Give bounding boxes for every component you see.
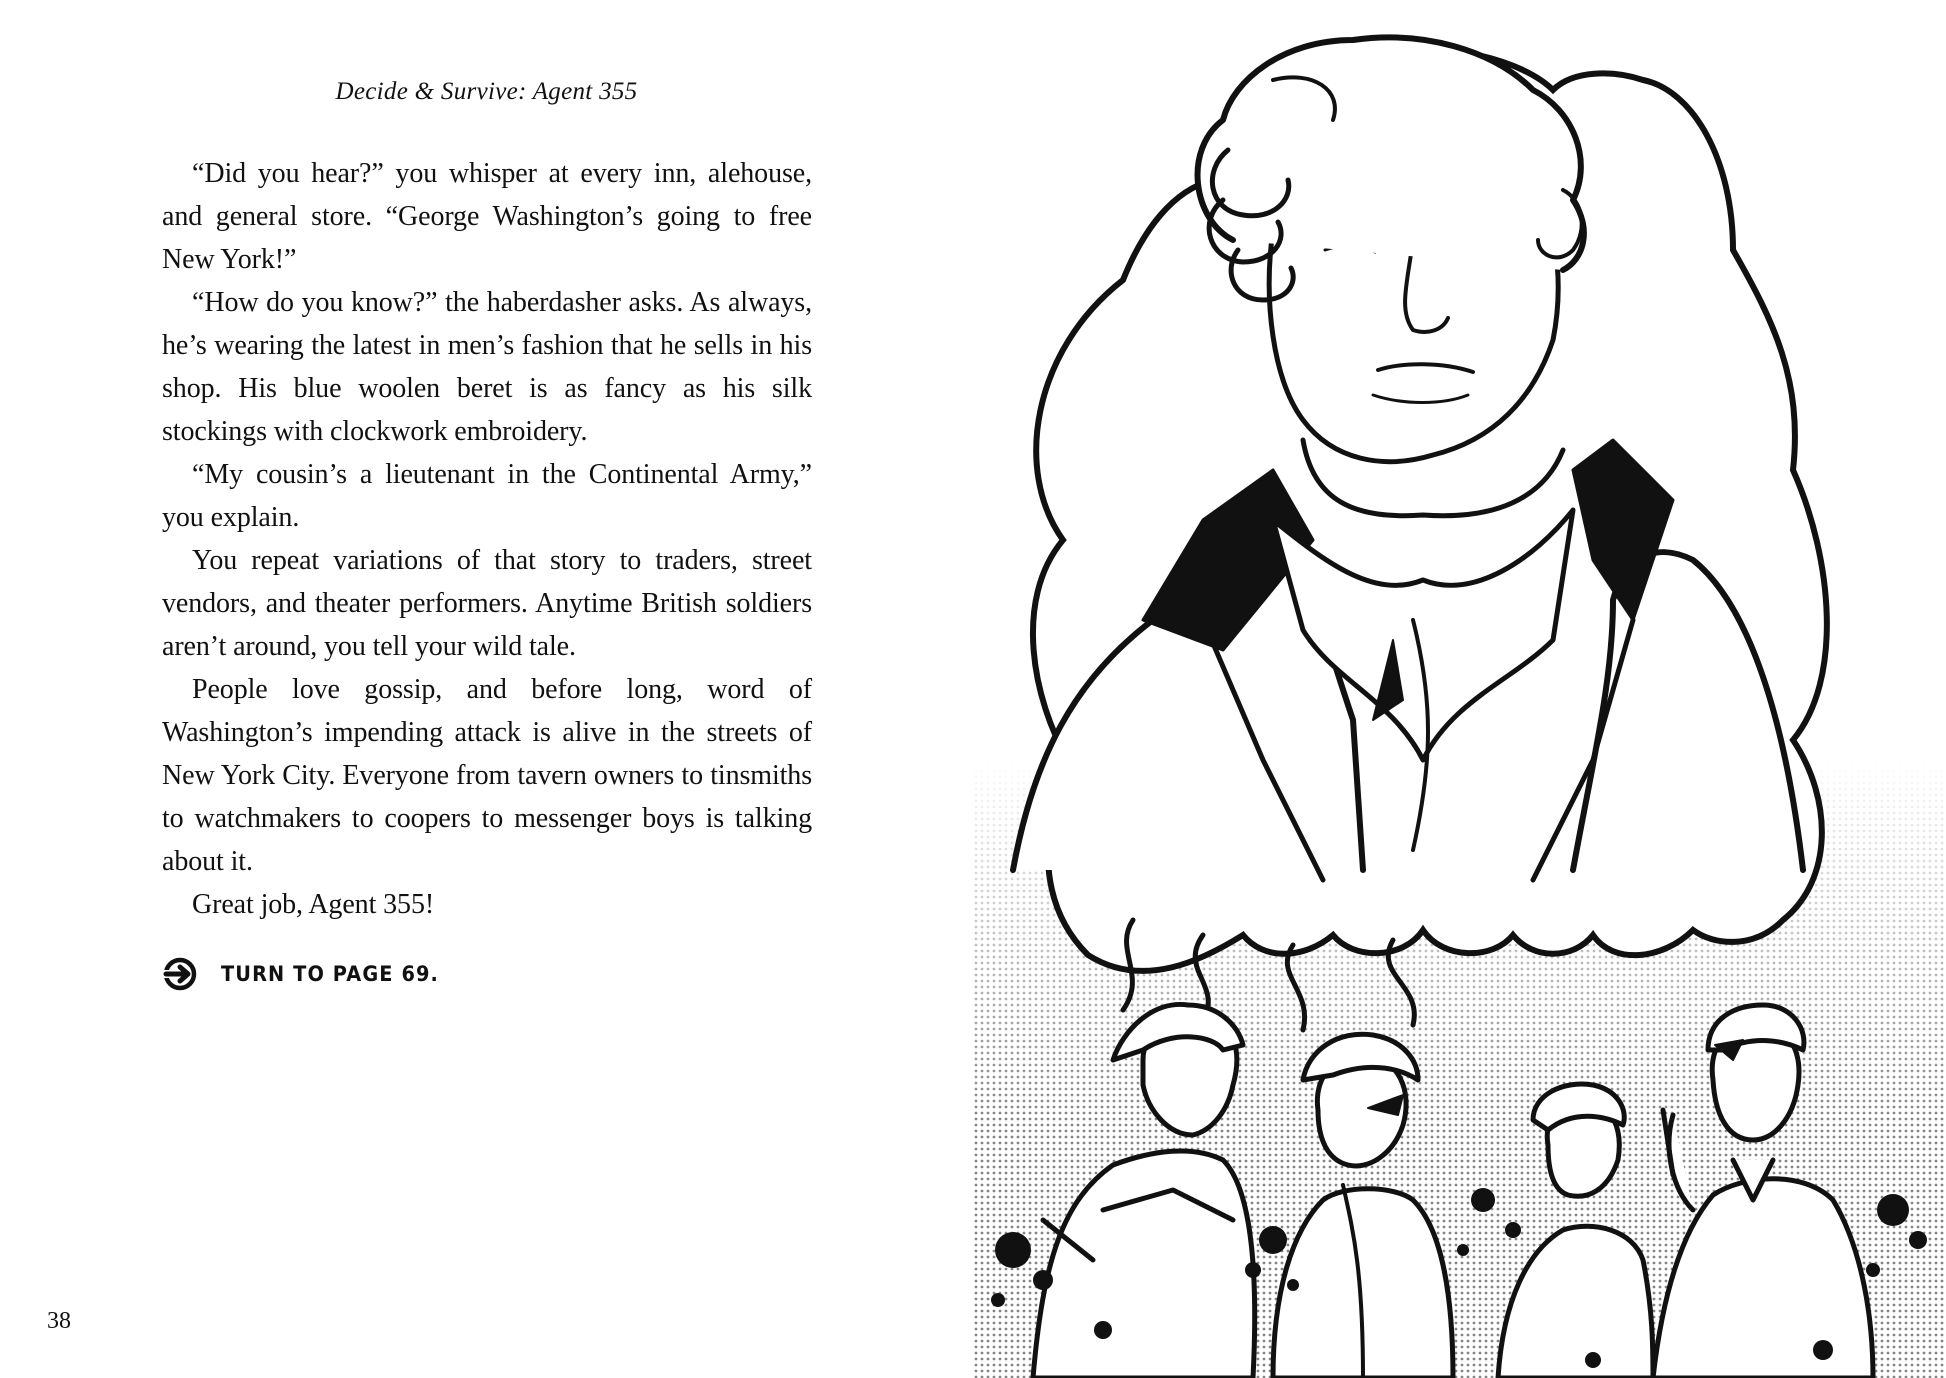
running-head: Decide & Survive: Agent 355 bbox=[335, 78, 638, 105]
right-page bbox=[973, 0, 1946, 1378]
paragraph: “Did you hear?” you whisper at every inn, alehouse, and general store. “George Washington’s going to free New York!” bbox=[162, 158, 812, 275]
paragraph: Great job, Agent 355! bbox=[192, 889, 435, 920]
turn-instruction: TURN TO PAGE 69. bbox=[221, 962, 439, 986]
paragraph: “How do you know?” the haberdasher asks. As always, he’s wearing the latest in men’s fashion that he sells in his shop. His blue woolen beret is as fancy as his silk stockings with clockwork embroidery. bbox=[162, 287, 812, 447]
page-number: 38 bbox=[47, 1308, 71, 1334]
washington-thought-bubble-illustration bbox=[973, 0, 1946, 1378]
paragraph: People love gossip, and before long, word of Washington’s impending attack is alive in the streets of New York City. Everyone from tavern owners to tinsmiths to watchmakers to coopers to messenger boys is talking about it. bbox=[162, 674, 812, 877]
body-text bbox=[162, 152, 812, 926]
paragraph: “My cousin’s a lieutenant in the Continental Army,” you explain. bbox=[162, 459, 812, 533]
paragraph: You repeat variations of that story to traders, street vendors, and theater performers. Anytime British soldiers aren’t around, you tell your wild tale. bbox=[162, 545, 812, 662]
right-arrow-circle-icon bbox=[163, 957, 197, 991]
turn-to-page-link[interactable] bbox=[163, 956, 458, 992]
